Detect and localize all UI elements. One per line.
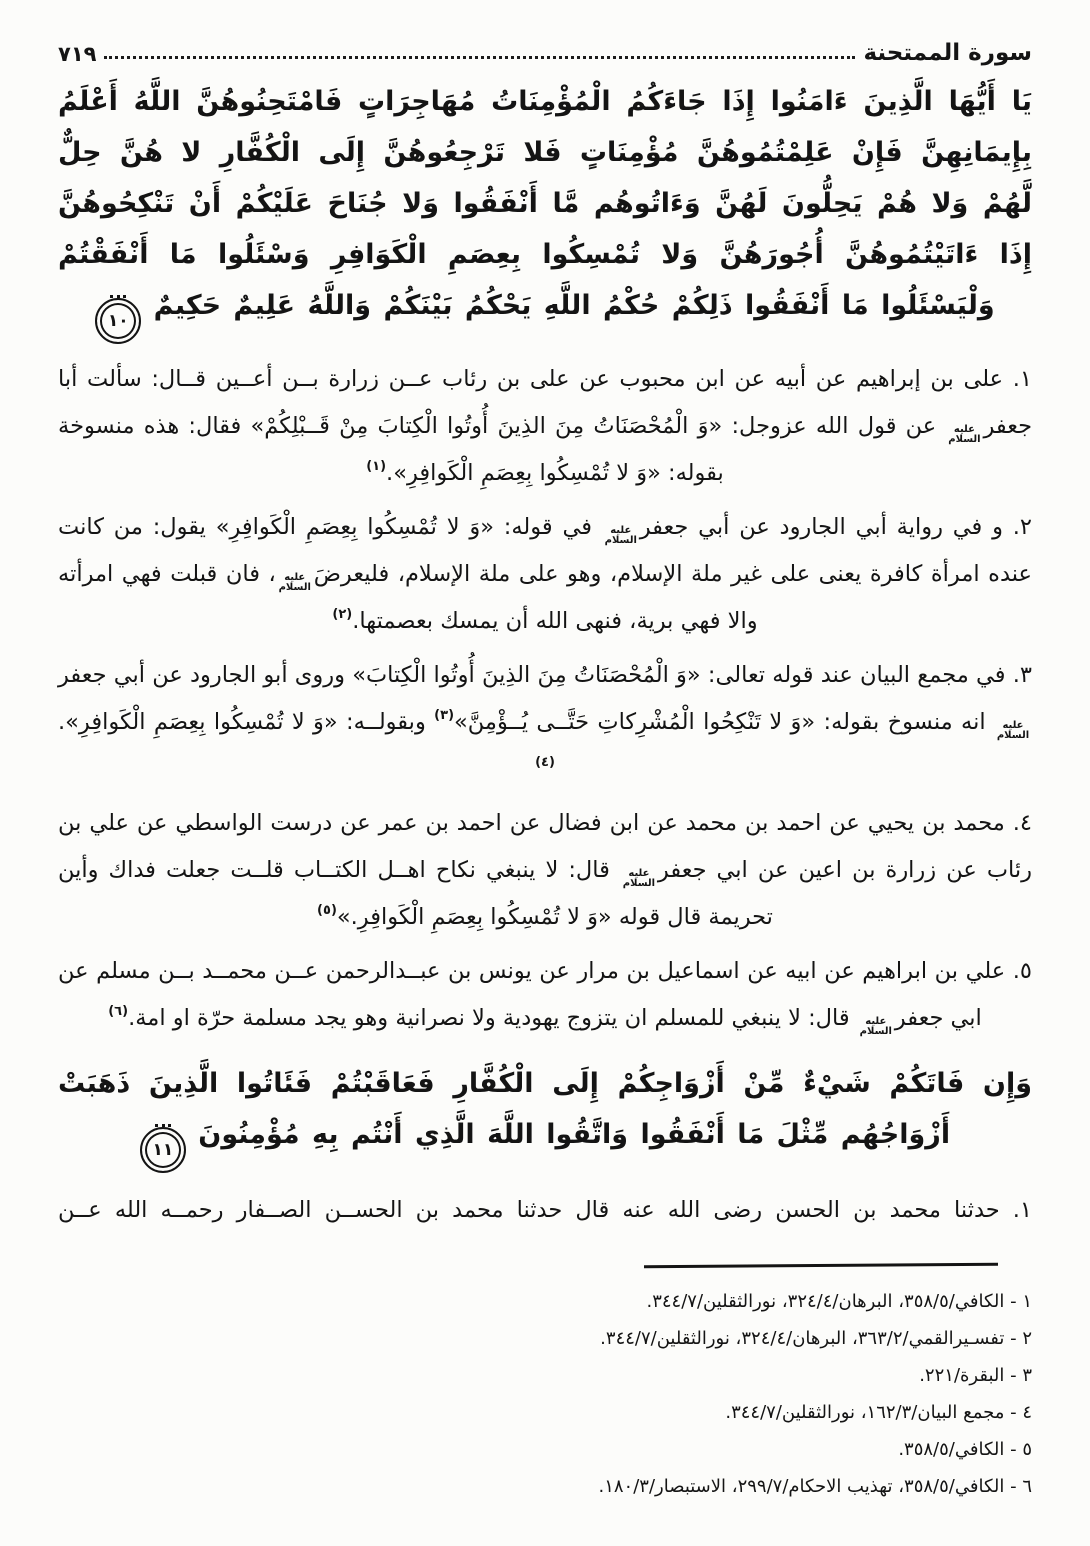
quran-verse-11	[58, 1058, 1032, 1173]
honorific-symbol: عليه السلام	[948, 424, 981, 445]
honorific-symbol: عليه السلام	[996, 720, 1030, 741]
footnote-ref: (٣)	[434, 708, 455, 723]
verse-10-text: يَا أَيُّهَا الَّذِينَ ءَامَنُوا إِذَا جَاءَكُمُ الْمُؤْمِنَاتُ مُهَاجِرَاتٍ فَامْتَحِنُوهُنَّ اللَّهُ أَعْلَمُ بِإِيمَانِهِنَّ فَإِنْ عَلِمْتُمُوهُنَّ مُؤْمِنَاتٍ فَلا تَرْجِعُوهُنَّ إِلَى الْكُفَّارِ لا هُنَّ حِلٌّ لَّهُمْ وَلا هُمْ يَحِلُّونَ لَهُنَّ وَءَاتُوهُم مَّا أَنْفَقُوا وَلا جُنَاحَ عَلَيْكُمْ أَنْ تَنْكِحُوهُنَّ إِذَا ءَاتَيْتُمُوهُنَّ أُجُورَهُنَّ وَلا تُمْسِكُوا بِعِصَمِ الْكَوَافِرِ وَسْئَلُوا مَا أَنْفَقْتُمْ وَلْيَسْئَلُوا مَا أَنْفَقُوا ذَلِكُمْ حُكْمُ اللَّهِ يَحْكُمُ بَيْنَكُمْ وَاللَّهُ عَلِيمٌ حَكِيمٌ	[58, 86, 1032, 321]
page-number: ٧١٩	[58, 42, 97, 66]
dotted-leader	[104, 56, 855, 59]
footnote-6: ٦ - الكافي/٣٥٨/٥، تهذيب الاحكام/٢٩٩/٧، الاستبصار/١٨٠/٣.	[598, 1476, 1032, 1497]
footnote-5: ٥ - الكافي/٣٥٨/٥.	[898, 1439, 1032, 1460]
footnote-ref: (١)	[366, 459, 387, 474]
narration-2: ٢. و في رواية أبي الجارود عن أبي جعفرعليه السلام في قوله: «وَ لا تُمْسِكُوا بِعِصَمِ الْكَوافِرِ» يقول: من كانت عنده امرأة كافرة يعنى على غير ملة الإسلام، وهو على ملة الإسلام، فليعرضَعليه السلام، فان قبلت فهي امرأته والا فهي برية، فنهى الله أن يمسك بعصمتها.$^{(٢)}$	[58, 514, 1032, 634]
verse-11-end-ornament: ١١	[140, 1127, 186, 1173]
footnote-ref: (٢)	[332, 607, 353, 622]
narration-3: ٣. في مجمع البيان عند قوله تعالى: «وَ الْمُحْصَنَاتُ مِنَ الذِينَ أُوتُوا الْكِتابَ» وروى أبو الجارود عن أبي جعفرعليه السلام انه منسوخ بقوله: «وَ لا تَنْكِحُوا الْمُشْرِكاتِ حَتَّــى يُــؤْمِنَّ»$^{(٣)}$ وبقولــه: «وَ لا تُمْسِكُوا بِعِصَمِ الْكَوافِرِ».$^{(٤)}$	[58, 662, 1032, 770]
footnote-1: ١ - الكافي/٣٥٨/٥، البرهان/٣٢٤/٤، نورالثقلين/٣٤٤/٧.	[646, 1291, 1032, 1312]
honorific-symbol: عليه السلام	[278, 572, 311, 593]
narration-after-verse-11: ١. حدثنا محمد بن الحسن رضى الله عنه قال حدثنا محمد بن الحســن الصــفار رحمــه الله عــن	[58, 1197, 1032, 1223]
verse-11-text: وَإِن فَاتَكُمْ شَيْءٌ مِّنْ أَزْوَاجِكُمْ إِلَى الْكُفَّارِ فَعَاقَبْتُمْ فَئَاتُوا الَّذِينَ ذَهَبَتْ أَزْوَاجُهُم مِّثْلَ مَا أَنْفَقُوا وَاتَّقُوا اللَّهَ الَّذِي أَنْتُم بِهِ مُؤْمِنُونَ	[58, 1068, 1032, 1150]
honorific-symbol: عليه السلام	[859, 1016, 892, 1037]
surah-title: سورة الممتحنة	[863, 40, 1032, 66]
footnotes-section	[58, 1283, 1032, 1505]
footnote-3: ٣ - البقرة/٢٢١.	[919, 1365, 1032, 1386]
verse-10-end-ornament: ١٠	[95, 298, 141, 344]
footnote-ref: (٦)	[108, 1004, 129, 1019]
honorific-symbol: عليه السلام	[622, 868, 656, 889]
narration-4: ٤. محمد بن يحيي عن احمد بن محمد عن ابن فضال عن احمد بن عمر عن درست الواسطي عن علي بن رئاب عن زرارة بن اعين عن ابي جعفرعليه السلام قال: لا ينبغي نكاح اهــل الكتــاب قلــت جعلت فداك وأين تحريمة قال قوله «وَ لا تُمْسِكُوا بِعِصَمِ الْكَوافِرِ.»$^{(٥)}$	[58, 810, 1032, 930]
page-header	[58, 40, 1032, 66]
footnote-2: ٢ - تفسـيرالقمي/٣٦٣/٢، البرهان/٣٢٤/٤، نورالثقلين/٣٤٤/٧.	[600, 1328, 1032, 1349]
honorific-symbol: عليه السلام	[604, 525, 637, 546]
footnote-separator	[644, 1263, 998, 1268]
narration-5: ٥. علي بن ابراهيم عن ابيه عن اسماعيل بن مرار عن يونس بن عبــدالرحمن عــن محمــد بــن مسلم عن ابي جعفرعليه السلام قال: لا ينبغي للمسلم ان يتزوج يهودية ولا نصرانية وهو يجد مسلمة حرّة او امة.$^{(٦)}$	[58, 958, 1032, 1037]
footnote-ref: (٤)	[535, 755, 555, 770]
footnote-4: ٤ - مجمع البيان/١٦٢/٣، نورالثقلين/٣٤٤/٧.	[725, 1402, 1032, 1423]
footnote-ref: (٥)	[317, 903, 337, 918]
quran-verse-10	[58, 76, 1032, 344]
narration-1: ١. على بن إبراهيم عن أبيه عن ابن محبوب عن على بن رئاب عــن زرارة بــن أعــين قــال: سألت أبا جعفرعليه السلام عن قول الله عزوجل: «وَ الْمُحْصَنَاتُ مِنَ الذِينَ أُوتُوا الْكِتابَ مِنْ قَــبْلِكُمْ» فقال: هذه منسوخة بقوله: «وَ لا تُمْسِكُوا بِعِصَمِ الْكَوافِرِ».$^{(١)}$	[58, 366, 1032, 486]
